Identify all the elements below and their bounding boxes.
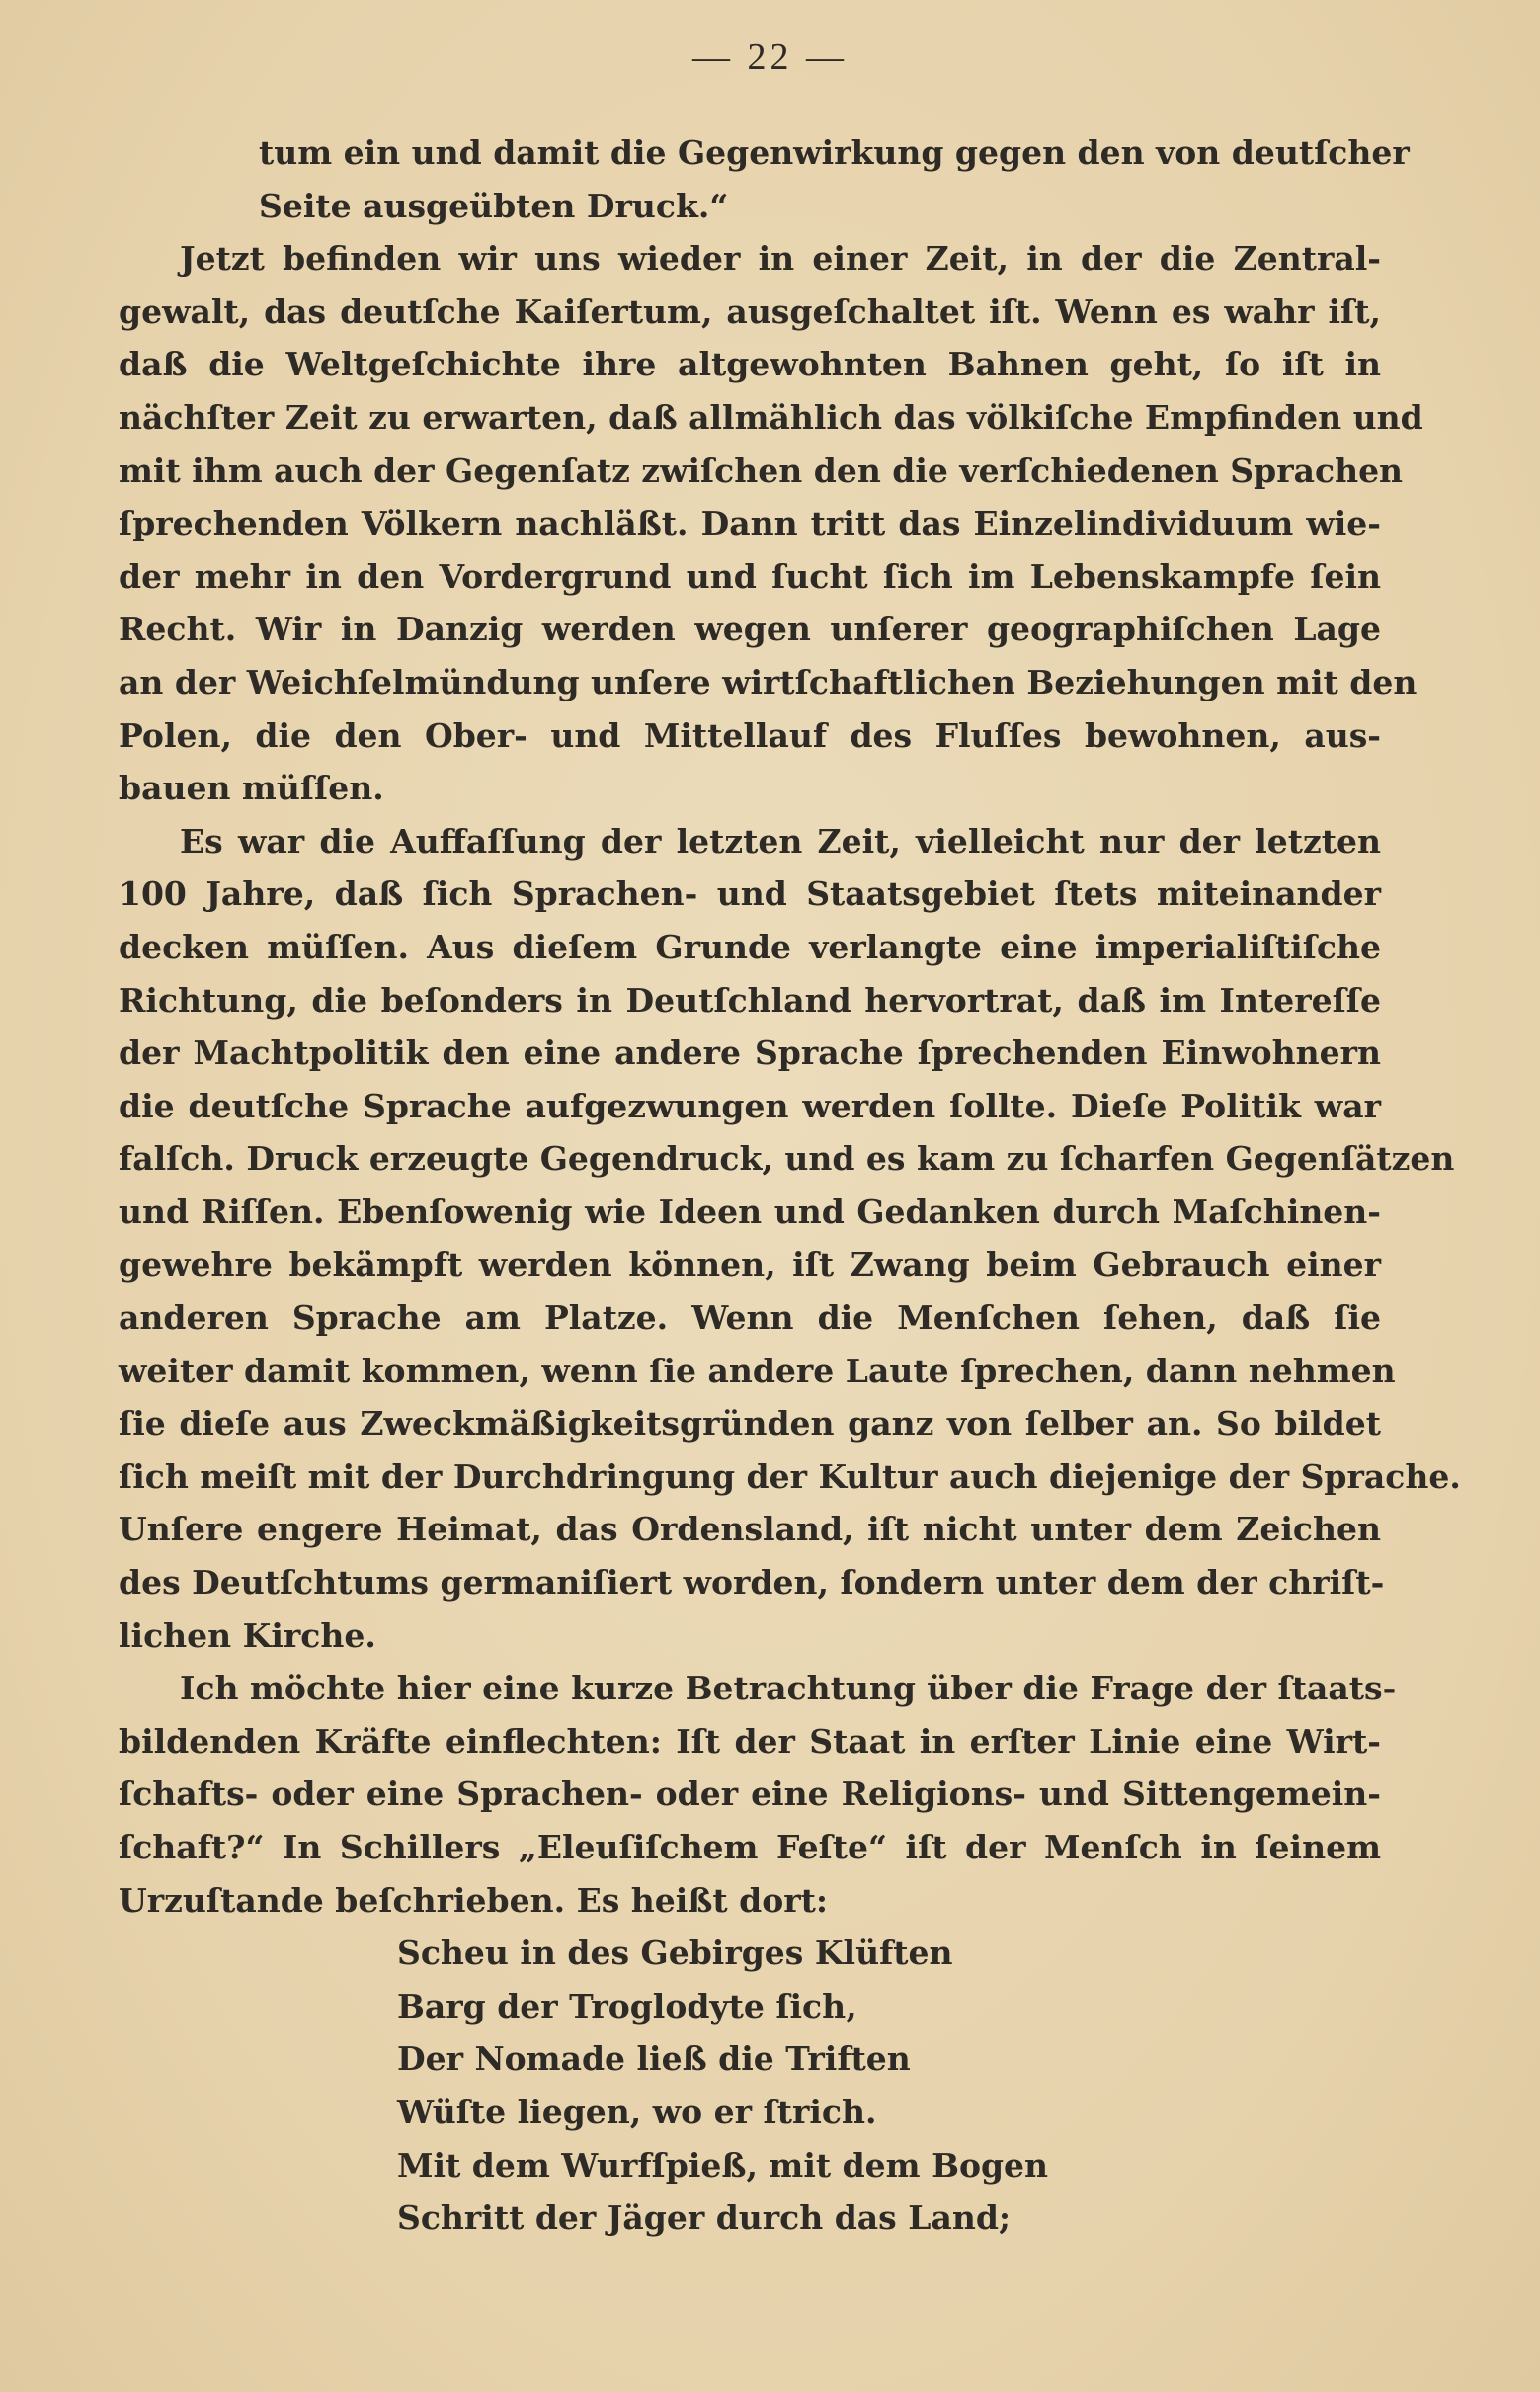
- poem-line: Scheu in des Gebirges Klüften: [397, 1934, 953, 1973]
- text-line: ſprechenden Völkern nachläßt. Dann tritt das Einzelindividuum wie-: [119, 504, 1381, 543]
- text-line: des Deutſchtums germaniſiert worden, ſondern unter dem der chriſt-: [119, 1563, 1385, 1603]
- paragraph: [119, 232, 1423, 815]
- poem-line: Der Nomade ließ die Triften: [397, 2039, 911, 2079]
- text-line: Es war die Auffaſſung der letzten Zeit, vielleicht nur der letzten: [180, 821, 1381, 861]
- text-line: der Machtpolitik den eine andere Sprache ſprechenden Einwohnern: [119, 1033, 1381, 1073]
- poem-line: Schritt der Jäger durch das Land;: [397, 2198, 1012, 2238]
- text-line: Richtung, die beſonders in Deutſchland hervortrat, daß im Intereſſe: [119, 980, 1381, 1020]
- text-line: bildenden Kräfte einflechten: Iſt der Staat in erſter Linie eine Wirt-: [119, 1721, 1381, 1761]
- text-line: ſich meiſt mit der Durchdringung der Kultur auch diejenige der Sprache.: [119, 1456, 1461, 1496]
- text-line: ſie dieſe aus Zweckmäßigkeitsgründen ganz von ſelber an. So bildet: [119, 1404, 1381, 1443]
- text-line: Seite ausgeübten Druck.“: [259, 186, 729, 225]
- text-line: nächſter Zeit zu erwarten, daß allmählich das völkiſche Empfinden und: [119, 397, 1423, 437]
- text-line: und Riſſen. Ebenſowenig wie Ideen und Gedanken durch Maſchinen-: [119, 1192, 1381, 1231]
- poem-quote: [119, 1927, 1381, 2245]
- text-line: gewehre bekämpft werden können, iſt Zwang beim Gebrauch einer: [119, 1245, 1381, 1284]
- text-line: decken müſſen. Aus dieſem Grunde verlangte eine imperialiſtiſche: [119, 927, 1381, 966]
- poem-line: Wüſte liegen, wo er ſtrich.: [397, 2092, 877, 2131]
- text-line: 100 Jahre, daß ſich Sprachen- und Staatsgebiet ſtets miteinander: [119, 874, 1381, 914]
- text-line: ſchafts- oder eine Sprachen- oder eine Religions- und Sittengemein-: [119, 1774, 1381, 1814]
- text-line: Ich möchte hier eine kurze Betrachtung über die Frage der ſtaats-: [180, 1669, 1397, 1708]
- text-line: tum ein und damit die Gegenwirkung gegen den von deutſcher: [259, 133, 1410, 172]
- paragraph: [119, 815, 1461, 1663]
- text-line: der mehr in den Vordergrund und ſucht ſich im Lebenskampfe ſein: [119, 556, 1381, 596]
- text-line: die deutſche Sprache aufgezwungen werden ſollte. Dieſe Politik war: [119, 1086, 1381, 1125]
- poem-line: Mit dem Wurfſpieß, mit dem Bogen: [397, 2145, 1049, 2185]
- text-line: Unſere engere Heimat, das Ordensland, iſt nicht unter dem Zeichen: [119, 1510, 1381, 1549]
- text-line: Urzuſtande beſchrieben. Es heißt dort:: [119, 1880, 829, 1920]
- text-line: Jetzt befinden wir uns wieder in einer Zeit, in der die Zentral-: [180, 239, 1381, 279]
- text-line: daß die Weltgeſchichte ihre altgewohnten Bahnen geht, ſo iſt in: [119, 345, 1381, 384]
- continued-paragraph: [119, 126, 1410, 232]
- text-line: ſchaft?“ In Schillers „Eleuſiſchem Feſte“ iſt der Menſch in ſeinem: [119, 1828, 1381, 1866]
- text-line: an der Weichſelmündung unſere wirtſchaftlichen Beziehungen mit den: [119, 662, 1418, 701]
- text-line: mit ihm auch der Gegenſatz zwiſchen den die verſchiedenen Sprachen: [119, 451, 1404, 490]
- text-line: weiter damit kommen, wenn ſie andere Laute ſprechen, dann nehmen: [119, 1351, 1396, 1390]
- text-line: Polen, die den Ober- und Mittellauf des Fluſſes bewohnen, aus-: [119, 715, 1381, 755]
- page-body: [119, 126, 1461, 2245]
- text-line: Recht. Wir in Danzig werden wegen unſerer geographiſchen Lage: [119, 610, 1381, 649]
- text-line: lichen Kirche.: [119, 1615, 376, 1655]
- text-line: gewalt, das deutſche Kaiſertum, ausgeſchaltet iſt. Wenn es wahr iſt,: [119, 291, 1381, 331]
- page-number: — 22 —: [692, 37, 848, 78]
- text-line: falſch. Druck erzeugte Gegendruck, und es kam zu ſcharfen Gegenſätzen: [119, 1139, 1455, 1179]
- paragraph: [119, 1662, 1397, 1927]
- text-line: bauen müſſen.: [119, 769, 384, 808]
- text-line: anderen Sprache am Platze. Wenn die Menſchen ſehen, daß ſie: [119, 1298, 1381, 1338]
- poem-line: Barg der Troglodyte ſich,: [397, 1986, 857, 2025]
